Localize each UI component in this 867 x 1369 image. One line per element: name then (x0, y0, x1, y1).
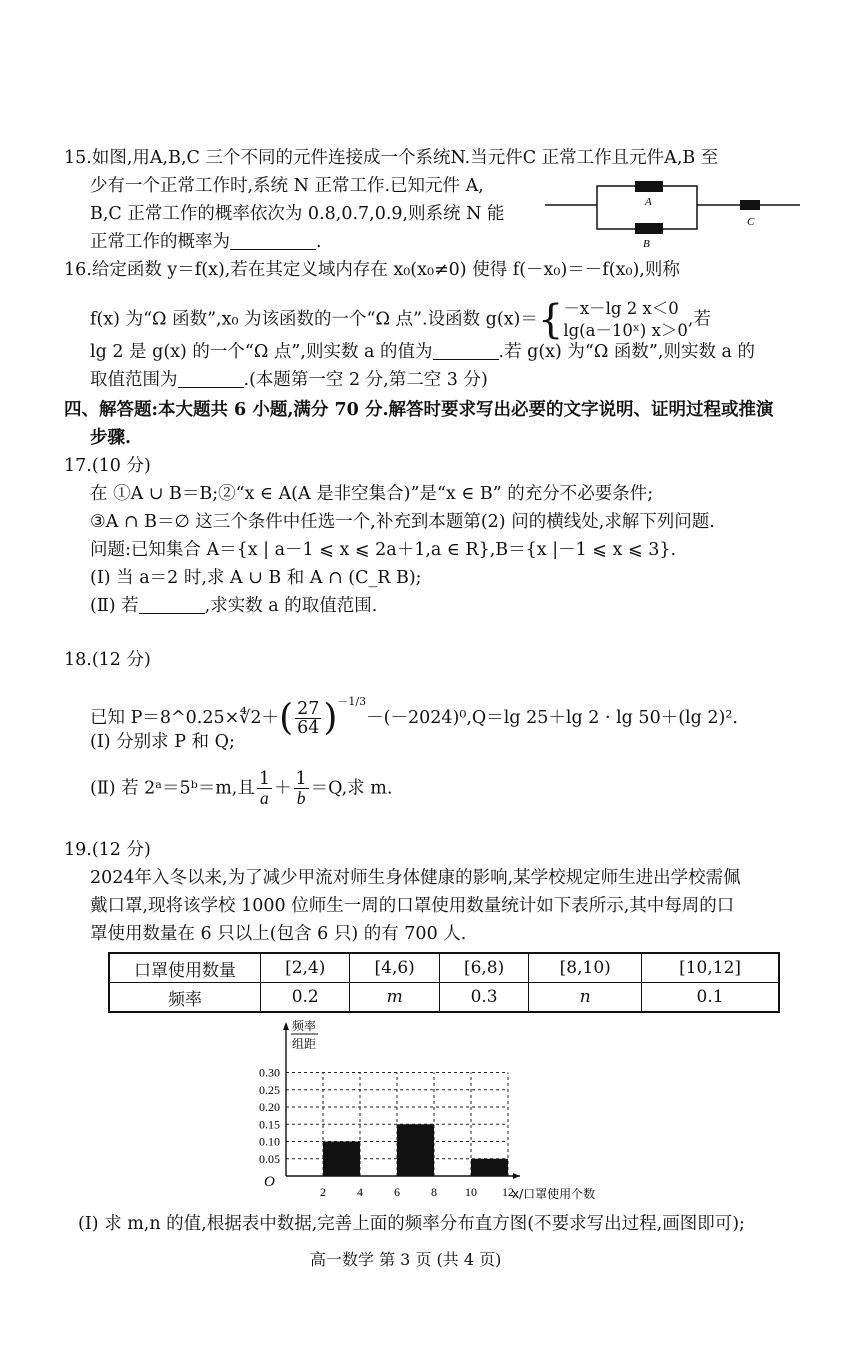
q17-line-1: 在 ①A ∪ B＝B;②“x ∈ A(A 是非空集合)”是“x ∈ B” 的充分不必要条件; (90, 484, 654, 504)
y-axis-label-top: 频率 (292, 1019, 317, 1033)
q18-line-2: (Ⅰ) 分别求 P 和 Q; (90, 732, 235, 752)
section-heading: 四、解答题:本大题共 6 小题,满分 70 分.解答时要求写出必要的文字说明、证明过程或推演 (64, 400, 774, 420)
histogram (240, 1016, 620, 1206)
histogram-bar (471, 1159, 508, 1176)
table-row (109, 983, 779, 1013)
table-cell: [6,8) (439, 953, 528, 983)
q17-line-3: 问题:已知集合 A＝{x | a－1 ⩽ x ⩽ 2a＋1,a ∈ R},B＝{x |－1 ⩽ x ⩽ 3}. (90, 540, 677, 560)
q17-text: (Ⅱ) 若 (90, 596, 139, 616)
q19-part-1: (Ⅰ) 求 m,n 的值,根据表中数据,完善上面的频率分布直方图(不要求写出过程,画图即可); (78, 1214, 745, 1234)
q16-line-3 (90, 340, 755, 364)
answer-blank (230, 232, 316, 250)
fraction-1-a: $\frac{1}{a}$ (258, 769, 270, 808)
origin-label: O (264, 1174, 275, 1190)
y-tick-label: 0.05 (259, 1151, 280, 1166)
x-tick-label: 10 (465, 1185, 477, 1199)
table-cell: 频率 (109, 983, 261, 1013)
x-tick-label: 12 (502, 1185, 514, 1199)
table-cell: 0.1 (642, 983, 779, 1013)
paren-right: ) (323, 697, 338, 739)
q17-line-2: ③A ∩ B＝∅ 这三个条件中任选一个,补充到本题第(2) 问的横线处,求解下列问题. (90, 512, 715, 532)
q17-head: 17.(10 分) (64, 456, 151, 476)
component-b (635, 223, 663, 234)
table-cell: 口罩使用数量 (109, 953, 261, 983)
label-b: B (643, 238, 650, 250)
q16-text-post: ,若 (687, 309, 711, 330)
frequency-table (108, 952, 780, 1013)
q15-line-3: B,C 正常工作的概率依次为 0.8,0.7,0.9,则系统 N 能 (90, 204, 505, 224)
table-cell: n (529, 983, 642, 1013)
q19-para-1: 2024年入冬以来,为了减少甲流对师生身体健康的影响,某学校规定师生进出学校需佩 (90, 868, 741, 888)
q16-text: f(x) 为“Ω 函数”,x₀ 为该函数的一个“Ω 点”.设函数 g(x)＝ (90, 309, 538, 330)
q17-line-4: (Ⅰ) 当 a＝2 时,求 A ∪ B 和 A ∩ (C_R B); (90, 568, 422, 588)
q15-line-2: 少有一个正常工作时,系统 N 正常工作.已知元件 A, (90, 176, 484, 196)
table-cell: [4,6) (350, 953, 439, 983)
y-axis-label-bottom: 组距 (292, 1037, 317, 1051)
bars (323, 1124, 508, 1176)
q16-line-2 (90, 298, 711, 342)
q19-head: 19.(12 分) (64, 840, 151, 860)
table-cell: [2,4) (261, 953, 350, 983)
q15-end: . (316, 232, 322, 252)
answer-blank (178, 370, 244, 388)
y-tick-label: 0.15 (259, 1117, 280, 1132)
section-heading-line-2: 步骤. (90, 428, 132, 448)
component-c (740, 200, 760, 210)
piecewise (563, 298, 688, 342)
q16-text: lg 2 是 g(x) 的一个“Ω 点”,则实数 a 的值为 (90, 342, 433, 362)
x-tick-label: 6 (394, 1185, 400, 1199)
x-tick-label: 2 (320, 1185, 326, 1199)
formula-pre: 已知 P＝8^0.25×∜2＋ (90, 708, 280, 728)
q16-text-post: .若 g(x) 为“Ω 函数”,则实数 a 的 (498, 342, 756, 362)
formula-post: －(－2024)⁰,Q＝lg 25＋lg 2 · lg 50＋(lg 2)². (366, 708, 738, 728)
q15-line-4 (90, 230, 322, 254)
table-cell: [8,10) (529, 953, 642, 983)
case-1: －x－lg 2 x＜0 (563, 299, 679, 318)
x-axis-label: x/口罩使用个数 (512, 1187, 596, 1201)
q17-line-5 (90, 594, 377, 618)
q16-line-4 (90, 368, 488, 392)
x-tick-label: 4 (357, 1185, 363, 1199)
table-cell: 0.3 (439, 983, 528, 1013)
q16-text: 取值范围为 (90, 370, 178, 390)
q17-text-post: ,求实数 a 的取值范围. (204, 596, 378, 616)
q16-text-post: .(本题第一空 2 分,第二空 3 分) (243, 370, 488, 390)
x-tick-label: 8 (431, 1185, 437, 1199)
q18-text: (Ⅱ) 若 2ᵃ＝5ᵇ＝m,且 (90, 778, 255, 799)
frac-den: 64 (297, 718, 320, 738)
table-cell: m (350, 983, 439, 1013)
q19-para-3: 罩使用数量在 6 只以上(包含 6 只) 的有 700 人. (90, 924, 467, 944)
table-header-row (109, 953, 779, 983)
table-cell: 0.2 (261, 983, 350, 1013)
case-2: lg(a－10ˣ) x＞0 (563, 321, 688, 340)
paren-left: ( (279, 697, 294, 739)
table-cell: [10,12] (642, 953, 779, 983)
label-a: A (645, 196, 652, 208)
q18-head: 18.(12 分) (64, 650, 151, 670)
frac-num: 27 (297, 699, 320, 719)
y-tick-label: 0.10 (259, 1134, 280, 1149)
fraction-27-64 (295, 700, 321, 737)
q15-text: 正常工作的概率为 (90, 232, 230, 252)
q18-text-post: ＝Q,求 m. (310, 778, 393, 799)
exponent: －1/3 (337, 695, 367, 708)
brace: { (537, 297, 564, 343)
y-tick-label: 0.30 (259, 1065, 280, 1080)
histogram-bar (397, 1124, 434, 1176)
histogram-bar (323, 1142, 360, 1177)
q15-line-1: 15.如图,用A,B,C 三个不同的元件连接成一个系统N.当元件C 正常工作且元件A,B 至 (64, 148, 719, 168)
component-a (635, 181, 663, 192)
fraction-1-b: $\frac{1}{b}$ (295, 769, 307, 808)
y-tick-label: 0.25 (259, 1082, 280, 1097)
answer-blank (139, 596, 205, 614)
q19-para-2: 戴口罩,现将该学校 1000 位师生一周的口罩使用数量统计如下表所示,其中每周的口 (90, 896, 735, 916)
x-axis-arrow (513, 1173, 520, 1179)
circuit-diagram (545, 176, 805, 252)
y-axis-arrow (283, 1022, 289, 1030)
q16-line-1: 16.给定函数 y＝f(x),若在其定义域内存在 x₀(x₀≠0) 使得 f(－x₀)＝－f(x₀),则称 (64, 260, 680, 280)
y-tick-label: 0.20 (259, 1100, 280, 1114)
label-c: C (747, 216, 755, 228)
page-footer: 高一数学 第 3 页 (共 4 页) (310, 1250, 502, 1269)
answer-blank (433, 342, 499, 360)
q18-line-3: (Ⅱ) 若 2ᵃ＝5ᵇ＝m,且 $\frac{1}{a}$ ＋ $\frac{1}{b}$ ＝Q,求 m. (90, 769, 393, 808)
